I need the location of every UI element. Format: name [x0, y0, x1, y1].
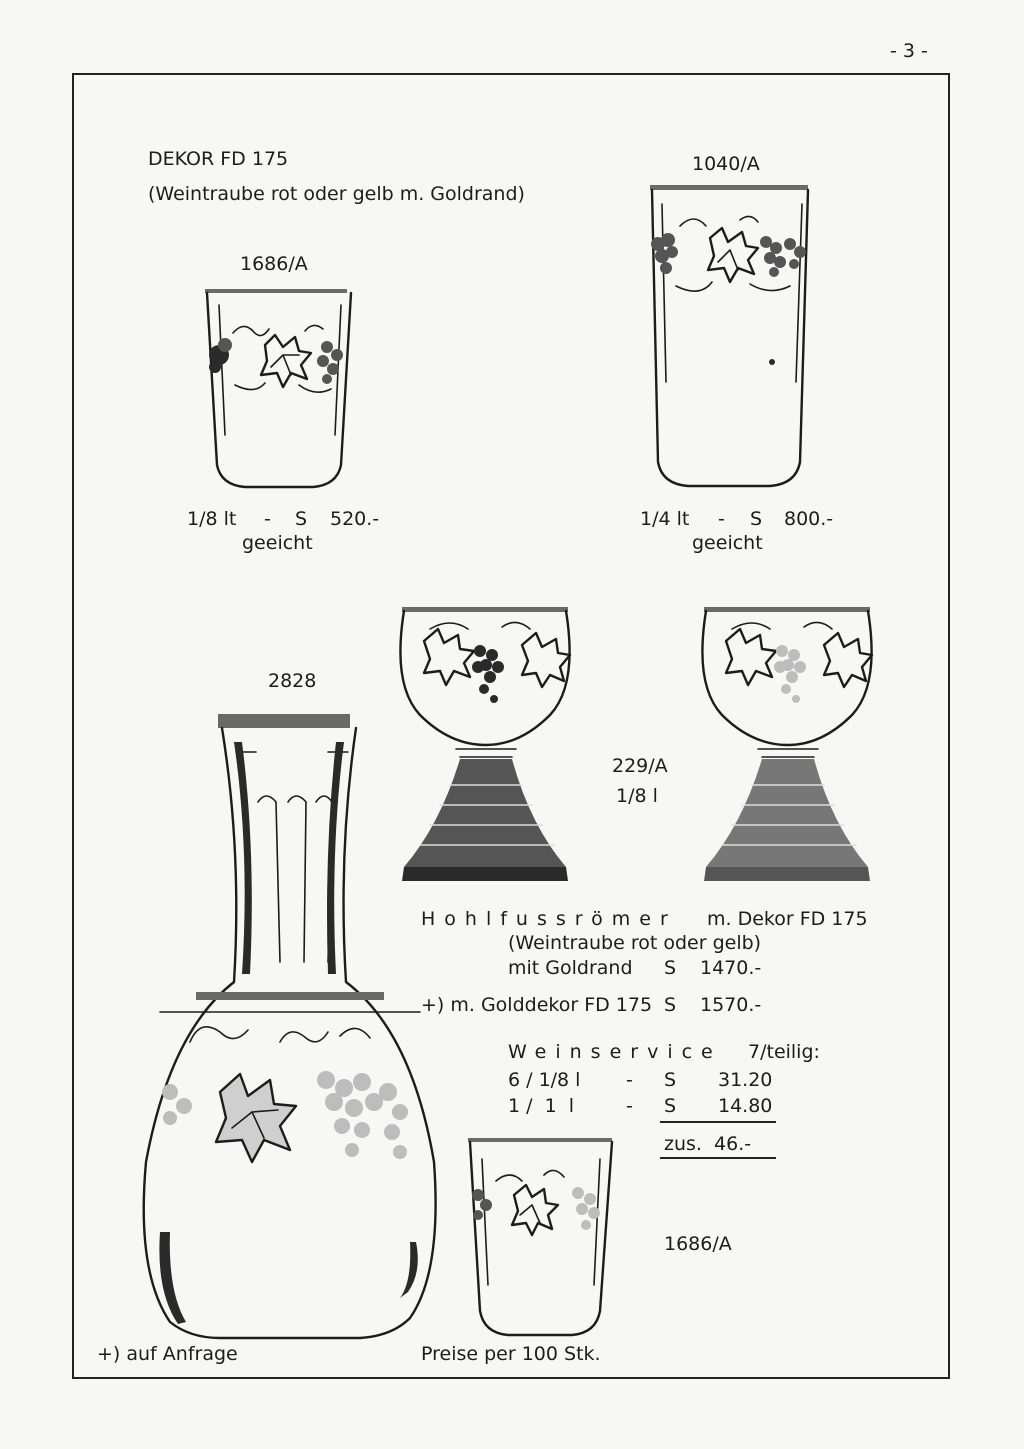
weinservice-row-qty: 1 / 1 l	[508, 1095, 575, 1117]
roemer-name: Hohlfussrömer	[421, 908, 677, 930]
roemer-description: (Weintraube rot oder gelb)	[508, 932, 762, 954]
tumbler-small-note: geeicht	[242, 532, 313, 554]
weinservice-row-dash: -	[626, 1069, 633, 1091]
tumbler-tall-currency: S	[750, 508, 763, 530]
weinservice-row-price: 14.80	[718, 1095, 773, 1117]
tumbler-tall-note: geeicht	[692, 532, 763, 554]
tumbler-small-currency: S	[295, 508, 308, 530]
roemer-golddekor-price: 1570.-	[700, 994, 762, 1016]
weinservice-total: zus. 46.-	[664, 1133, 752, 1155]
decor-title: DEKOR FD 175	[148, 148, 289, 170]
weinservice-title: Weinservice	[508, 1041, 722, 1063]
roemer-code: 229/A	[612, 755, 668, 777]
weinservice-title-suffix: 7/teilig:	[748, 1041, 820, 1063]
tumbler-tall-volume: 1/4 lt	[640, 508, 690, 530]
carafe-code: 2828	[268, 670, 317, 692]
roemer-goldrand-label: mit Goldrand	[508, 957, 633, 979]
tumbler-small-illustration	[195, 285, 365, 495]
page-number: - 3 -	[890, 40, 928, 62]
weinservice-row-price: 31.20	[718, 1069, 773, 1091]
roemer-illustration-left	[390, 605, 580, 890]
tumbler-tall-dash: -	[718, 508, 725, 530]
roemer-goldrand-price: 1470.-	[700, 957, 762, 979]
weinservice-row-currency: S	[664, 1069, 677, 1091]
roemer-golddekor-currency: S	[664, 994, 677, 1016]
roemer-goldrand-currency: S	[664, 957, 677, 979]
weinservice-row-dash: -	[626, 1095, 633, 1117]
tumbler-small-dash: -	[264, 508, 271, 530]
on-request-note: +) auf Anfrage	[97, 1343, 238, 1365]
prices-note: Preise per 100 Stk.	[421, 1343, 601, 1365]
roemer-volume: 1/8 l	[616, 785, 658, 807]
sum-rule	[660, 1121, 776, 1123]
roemer-name-suffix: m. Dekor FD 175	[707, 908, 868, 930]
weinservice-row-currency: S	[664, 1095, 677, 1117]
tumbler-tall-price: 800.-	[784, 508, 834, 530]
tumbler-small-code: 1686/A	[240, 253, 308, 275]
tumbler-tall-illustration	[640, 182, 820, 492]
tumbler-tall-code: 1040/A	[692, 153, 760, 175]
tumbler-bottom-illustration	[460, 1135, 620, 1340]
total-rule	[660, 1157, 776, 1159]
tumbler-small-price: 520.-	[330, 508, 380, 530]
roemer-golddekor-label: +) m. Golddekor FD 175	[421, 994, 653, 1016]
decor-subtitle: (Weintraube rot oder gelb m. Goldrand)	[148, 183, 525, 205]
weinservice-row-qty: 6 / 1/8 l	[508, 1069, 581, 1091]
tumbler-bottom-code: 1686/A	[664, 1233, 732, 1255]
tumbler-small-volume: 1/8 lt	[187, 508, 237, 530]
roemer-illustration-right	[692, 605, 882, 890]
